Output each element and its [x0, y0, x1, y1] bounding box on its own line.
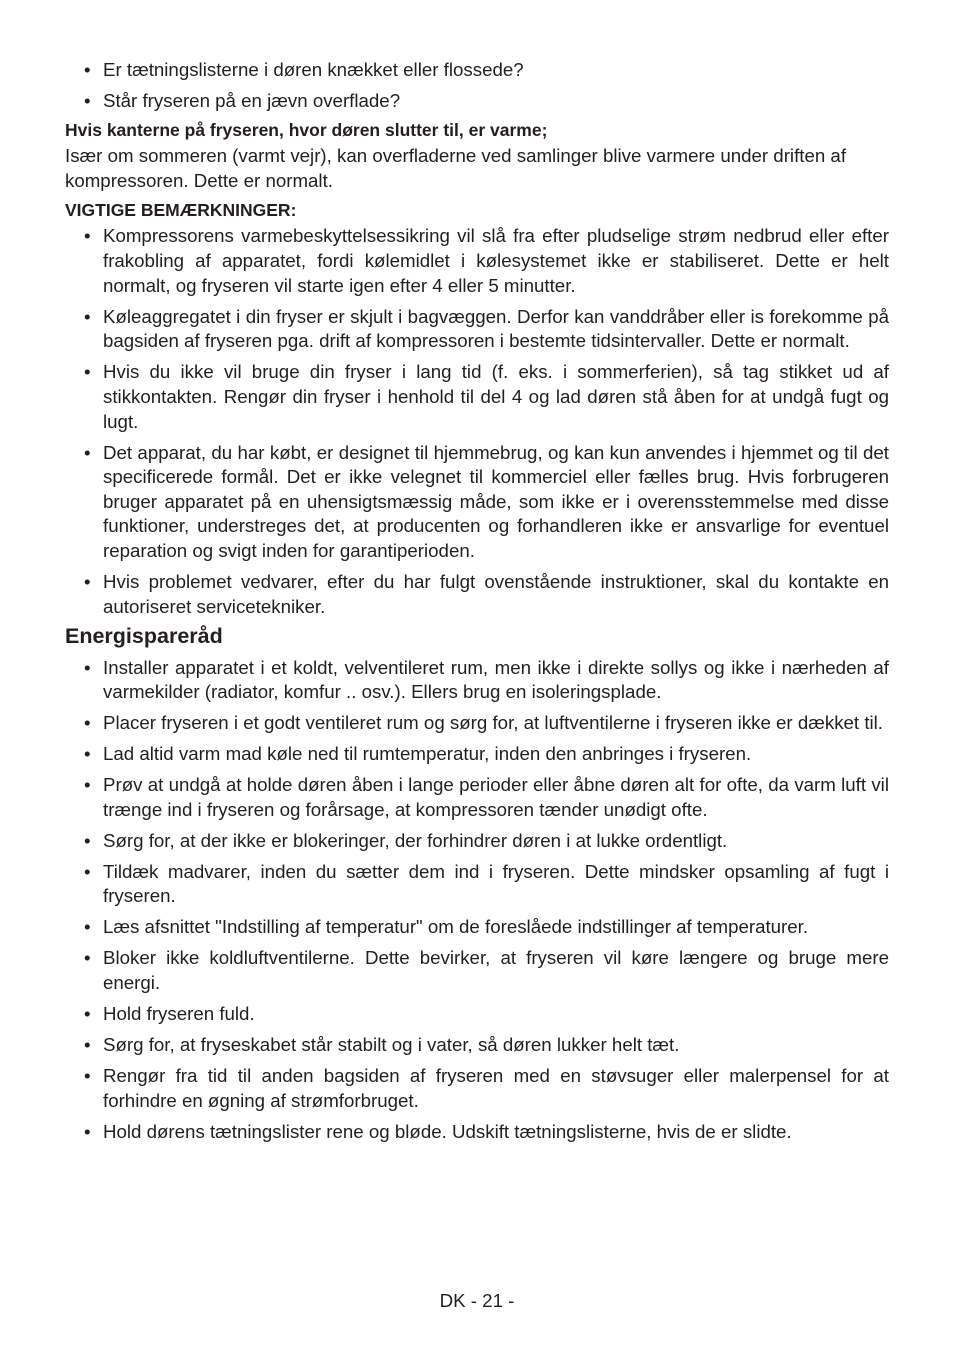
list-item-text: Står fryseren på en jævn overflade? — [103, 89, 401, 111]
list-item-text: Hold dørens tætningslister rene og bløde. Udskift tætningslisterne, hvis de er slidte. — [103, 1120, 792, 1142]
checklist — [65, 58, 889, 113]
list-item — [65, 711, 889, 736]
list-item-text: Placer fryseren i et godt ventileret rum og sørg for, at luftventilerne i fryseren ikke er dækket til. — [103, 712, 884, 734]
list-item — [65, 1120, 889, 1145]
list-item — [65, 360, 889, 434]
bullet-icon: • — [84, 860, 91, 882]
list-item — [65, 224, 889, 298]
important-notes-list — [65, 224, 889, 619]
list-item — [65, 89, 889, 114]
list-item — [65, 860, 889, 909]
list-item — [65, 773, 889, 822]
list-item — [65, 656, 889, 705]
list-item-text: Det apparat, du har købt, er designet til hjemmebrug, og kan kun anvendes i hjemmet og til det specificerede formål. Det er ikke velegnet til kommerciel eller fælles brug. Hvis forbrugeren bruger apparatet på en uhensigtsmæssig måde, som ikke er i overensstemmelse med disse funktioner, understreges det, at producenten og forhandleren ikke er ansvarlige for eventuel reparation og svigt inden for garantiperioden. — [103, 441, 889, 561]
document-page — [65, 58, 889, 1151]
list-item — [65, 441, 889, 564]
warm-edges-paragraph: Især om sommeren (varmt vejr), kan overfladerne ved samlinger blive varmere under driften af kompressoren. Dette er normalt. — [65, 145, 847, 191]
bullet-icon: • — [84, 305, 91, 327]
bullet-icon: • — [84, 1034, 91, 1056]
list-item — [65, 915, 889, 940]
list-item-text: Sørg for, at der ikke er blokeringer, der forhindrer døren i at lukke ordentligt. — [103, 829, 728, 851]
list-item-text: Installer apparatet i et koldt, velventileret rum, men ikke i direkte sollys og ikke i nærheden af varmekilder (radiator, komfur .. osv.). Ellers brug en isoleringsplade. — [103, 656, 889, 703]
bullet-icon: • — [84, 1120, 91, 1142]
bullet-icon: • — [84, 829, 91, 851]
list-item-text: Hvis du ikke vil bruge din fryser i lang tid (f. eks. i sommerferien), så tag stikket ud af stikkontakten. Rengør din fryser i henhold til del 4 og lad døren stå åben for at undgå fugt og lugt. — [103, 361, 889, 432]
list-item — [65, 829, 889, 854]
list-item-text: Sørg for, at fryseskabet står stabilt og i vater, så døren lukker helt tæt. — [103, 1034, 680, 1056]
list-item — [65, 1064, 889, 1113]
list-item — [65, 742, 889, 767]
bullet-icon: • — [84, 947, 91, 969]
list-item-text: Bloker ikke koldluftventilerne. Dette bevirker, at fryseren vil køre længere og bruge mere energi. — [103, 947, 889, 994]
list-item — [65, 946, 889, 995]
bullet-icon: • — [84, 743, 91, 765]
list-item-text: Kompressorens varmebeskyttelsessikring vil slå fra efter pludselige strøm nedbrud eller efter frakobling af apparatet, fordi kølemidlet i kølesystemet ikke er stabiliseret. Dette er helt normalt, og fryseren vil starte igen efter 4 eller 5 minutter. — [103, 225, 889, 296]
list-item-text: Er tætningslisterne i døren knækket eller flossede? — [103, 59, 524, 80]
bullet-icon: • — [84, 712, 91, 734]
list-item — [65, 1033, 889, 1058]
list-item-text: Hvis problemet vedvarer, efter du har fulgt ovenstående instruktioner, skal du kontakte en autoriseret servicetekniker. — [103, 571, 889, 617]
bullet-icon: • — [84, 571, 91, 593]
list-item-text: Hold fryseren fuld. — [103, 1003, 255, 1025]
important-notes-heading: VIGTIGE BEMÆRKNINGER: — [65, 200, 297, 221]
bullet-icon: • — [84, 441, 91, 463]
list-item — [65, 570, 889, 619]
bullet-icon: • — [84, 1003, 91, 1025]
bullet-icon: • — [84, 225, 91, 247]
list-item-text: Lad altid varm mad køle ned til rumtemperatur, inden den anbringes i fryseren. — [103, 743, 752, 765]
bullet-icon: • — [84, 361, 91, 383]
list-item — [65, 1002, 889, 1027]
list-item — [65, 58, 889, 83]
bullet-icon: • — [84, 59, 91, 80]
list-item-text: Rengør fra tid til anden bagsiden af fryseren med en støvsuger eller malerpensel for at forhindre en øgning af strømforbruget. — [103, 1065, 889, 1111]
energy-saving-heading: Energisparеråd — [65, 623, 223, 648]
list-item-text: Køleaggregatet i din fryser er skjult i bagvæggen. Derfor kan vanddråber eller is forekomme på bagsiden af fryseren pga. drift af kompressoren i bestemte tidsintervaller. Dette er normalt. — [103, 305, 889, 352]
list-item-text: Tildæk madvarer, inden du sætter dem ind i fryseren. Dette mindsker opsamling af fugt i fryseren. — [103, 860, 889, 907]
energy-saving-list — [65, 656, 889, 1144]
page-number: DK - 21 - — [439, 1290, 515, 1311]
bullet-icon: • — [84, 89, 91, 111]
bullet-icon: • — [84, 1065, 91, 1086]
list-item-text: Læs afsnittet "Indstilling af temperatur" om de foreslåede indstillinger af temperaturer. — [103, 916, 809, 938]
bullet-icon: • — [84, 916, 91, 938]
list-item-text: Prøv at undgå at holde døren åben i lange perioder eller åbne døren alt for ofte, da varm luft vil trænge ind i fryseren og forårsage, at kompressoren tænder unødigt ofte. — [103, 774, 889, 820]
warm-edges-heading: Hvis kanterne på fryseren, hvor døren slutter til, er varme; — [65, 120, 548, 141]
list-item — [65, 305, 889, 354]
bullet-icon: • — [84, 656, 91, 678]
bullet-icon: • — [84, 774, 91, 796]
